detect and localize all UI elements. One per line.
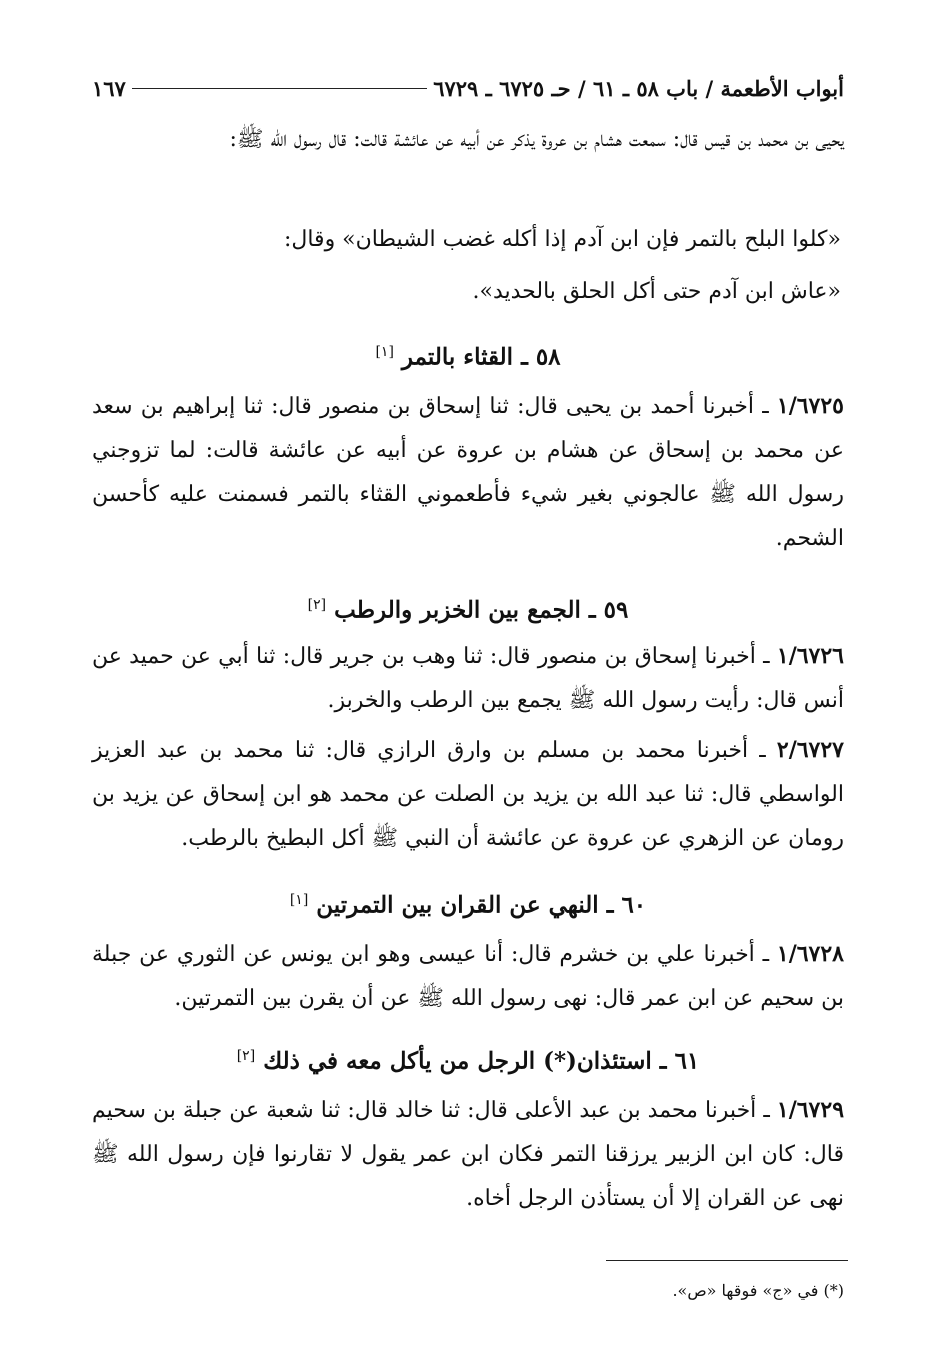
heading-note: [١] — [375, 344, 394, 360]
page-number: ١٦٧ — [92, 75, 126, 101]
section-heading-60 — [92, 880, 844, 926]
hadith-text: ـ أخبرنا محمد بن مسلم بن وارق الرازي قال: ثنا محمد بن عبد العزيز الواسطي قال: ثنا عبد الله بن يزيد بن الصلت عن محمد هو ابن إسحاق عن يزيد بن رومان عن الزهري عن عروة عن عائشة أن النبي ﷺ أكل البطيخ بالرطب. — [92, 738, 844, 851]
intro-paragraph: يحيى بن محمد بن قيس قال: سمعت هشام بن عروة يذكر عن أبيه عن عائشة قالت: قال رسول الله ﷺ: — [229, 127, 844, 152]
header-rule — [132, 88, 427, 89]
running-header — [92, 68, 844, 108]
section-heading-61 — [92, 1036, 844, 1082]
hadith-number: ١/٦٧٢٩ — [776, 1097, 845, 1123]
hadith-text: ـ أخبرنا علي بن خشرم قال: أنا عيسى وهو ابن يونس عن الثوري عن جبلة بن سحيم عن ابن عمر قال: نهى رسول الله ﷺ عن أن يقرن بين التمرتين. — [92, 942, 844, 1011]
hadith-text: ـ أخبرنا إسحاق بن منصور قال: ثنا وهب بن جرير قال: ثنا أبي عن حميد عن أنس قال: رأيت رسول الله ﷺ يجمع بين الرطب والخربز. — [92, 644, 844, 713]
heading-note: [١] — [289, 892, 309, 908]
hadith-text: ـ أخبرنا محمد بن عبد الأعلى قال: ثنا خالد قال: ثنا شعبة عن جبلة بن سحيم قال: كان ابن الزبير يرزقنا التمر فكان ابن عمر يقول لا تقارنوا فإن رسول الله ﷺ نهى عن القران إلا أن يستأذن الرجل أخاه. — [92, 1098, 844, 1211]
hadith-quote-2: «عاش ابن آدم حتى أكل الحلق بالحديد». — [472, 279, 841, 304]
hadith-text: ـ أخبرنا أحمد بن يحيى قال: ثنا إسحاق بن منصور قال: ثنا إبراهيم بن سعد عن محمد بن إسحاق عن هشام بن عروة عن أبيه عن عائشة قالت: لما تزوجني رسول الله ﷺ عالجوني بغير شيء فأطعموني القثاء بالتمر فسمنت عليه كأحسن الشحم. — [92, 394, 844, 551]
hadith-number: ٢/٦٧٢٧ — [776, 737, 844, 763]
section-heading-59 — [92, 585, 844, 631]
heading-note: [٢] — [236, 1048, 256, 1064]
hadith-entry-6728 — [92, 932, 844, 1021]
footnote: (*) في «ج» فوقها «ص». — [672, 1281, 844, 1300]
heading-note: [٢] — [307, 597, 327, 613]
hadith-quote-1: «كلوا البلح بالتمر فإن ابن آدم إذا أكله غضب الشيطان» وقال: — [283, 227, 841, 252]
hadith-entry-6727 — [92, 728, 844, 861]
hadith-number: ١/٦٧٢٥ — [776, 393, 844, 419]
heading-text: ٥٩ ـ الجمع بين الخزبر والرطب — [334, 596, 629, 624]
footnote-rule — [606, 1260, 848, 1261]
hadith-number: ١/٦٧٢٦ — [776, 643, 844, 669]
hadith-entry-6725 — [92, 384, 844, 561]
heading-text: ٦٠ ـ النهي عن القران بين التمرتين — [316, 891, 647, 919]
hadith-entry-6726 — [92, 634, 844, 723]
heading-text: ٥٨ ـ القثاء بالتمر — [401, 343, 561, 371]
hadith-entry-6729 — [92, 1088, 844, 1221]
section-heading-58 — [92, 332, 844, 378]
heading-text: ٦١ ـ استئذان(*) الرجل من يأكل معه في ذلك — [263, 1047, 700, 1075]
hadith-number: ١/٦٧٢٨ — [776, 941, 844, 967]
header-title: أبواب الأطعمة / باب ٥٨ ـ ٦١ / حـ ٦٧٢٥ ـ ٦٧٢٩ — [433, 75, 844, 101]
